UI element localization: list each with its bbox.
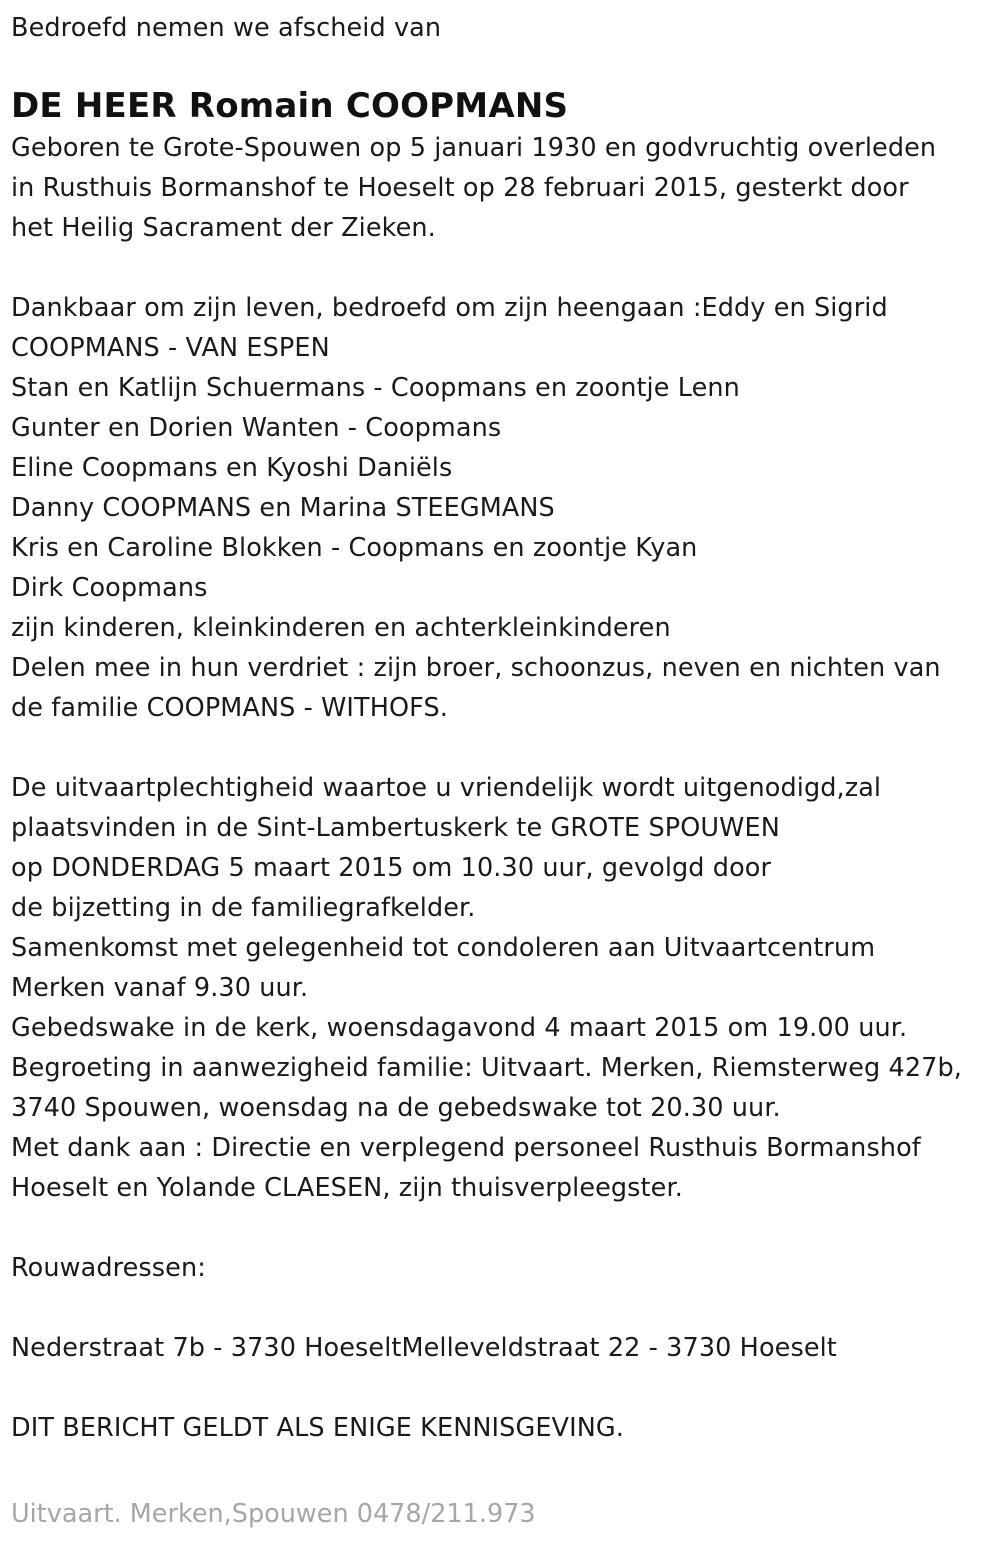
addresses-label: Rouwadressen: — [11, 1253, 206, 1283]
spacer — [11, 1288, 988, 1328]
ceremony-line: de bijzetting in de familiegrafkelder. — [11, 893, 476, 923]
family-line: Gunter en Dorien Wanten - Coopmans — [11, 413, 502, 443]
funeral-home-footer: Uitvaart. Merken,Spouwen 0478/211.973 — [11, 1499, 536, 1529]
family-line: Stan en Katlijn Schuermans - Coopmans en zoontje Lenn — [11, 373, 740, 403]
birth-line: het Heilig Sacrament der Zieken. — [11, 213, 436, 243]
intro-text: Bedroefd nemen we afscheid van — [11, 13, 442, 43]
birth-line: Geboren te Grote-Spouwen op 5 januari 1930 en godvruchtig overleden — [11, 133, 937, 163]
ceremony-line: Hoeselt en Yolande CLAESEN, zijn thuisverpleegster. — [11, 1173, 683, 1203]
ceremony-line: 3740 Spouwen, woensdag na de gebedswake tot 20.30 uur. — [11, 1093, 781, 1123]
notice-text: DIT BERICHT GELDT ALS ENIGE KENNISGEVING. — [11, 1413, 624, 1443]
ceremony-line: Begroeting in aanwezigheid familie: Uitvaart. Merken, Riemsterweg 427b, — [11, 1053, 962, 1083]
spacer — [11, 248, 988, 288]
family-line: Danny COOPMANS en Marina STEEGMANS — [11, 493, 555, 523]
family-section — [11, 288, 988, 728]
spacer — [11, 728, 988, 768]
ceremony-line: Gebedswake in de kerk, woensdagavond 4 maart 2015 om 19.00 uur. — [11, 1013, 908, 1043]
family-line: Kris en Caroline Blokken - Coopmans en zoontje Kyan — [11, 533, 698, 563]
ceremony-line: Samenkomst met gelegenheid tot condoleren aan Uitvaartcentrum — [11, 933, 876, 963]
birth-section — [11, 128, 988, 248]
ceremony-line: Met dank aan : Directie en verplegend personeel Rusthuis Bormanshof — [11, 1133, 921, 1163]
family-line: Dankbaar om zijn leven, bedroefd om zijn heengaan :Eddy en Sigrid — [11, 293, 888, 323]
family-line: zijn kinderen, kleinkinderen en achterkleinkinderen — [11, 613, 671, 643]
ceremony-line: De uitvaartplechtigheid waartoe u vriendelijk wordt uitgenodigd,zal — [11, 773, 882, 803]
spacer — [11, 1368, 988, 1408]
birth-line: in Rusthuis Bormanshof te Hoeselt op 28 februari 2015, gesterkt door — [11, 173, 909, 203]
ceremony-line: op DONDERDAG 5 maart 2015 om 10.30 uur, gevolgd door — [11, 853, 772, 883]
family-line: de familie COOPMANS - WITHOFS. — [11, 693, 448, 723]
family-line: COOPMANS - VAN ESPEN — [11, 333, 330, 363]
addresses-text: Nederstraat 7b - 3730 HoeseltMelleveldstraat 22 - 3730 Hoeselt — [11, 1333, 837, 1363]
ceremony-line: Merken vanaf 9.30 uur. — [11, 973, 309, 1003]
ceremony-section — [11, 768, 988, 1208]
ceremony-line: plaatsvinden in de Sint-Lambertuskerk te GROTE SPOUWEN — [11, 813, 780, 843]
deceased-name: DE HEER Romain COOPMANS — [11, 86, 569, 126]
family-line: Delen mee in hun verdriet : zijn broer, schoonzus, neven en nichten van — [11, 653, 941, 683]
family-line: Dirk Coopmans — [11, 573, 208, 603]
family-line: Eline Coopmans en Kyoshi Daniëls — [11, 453, 453, 483]
spacer — [11, 1208, 988, 1248]
